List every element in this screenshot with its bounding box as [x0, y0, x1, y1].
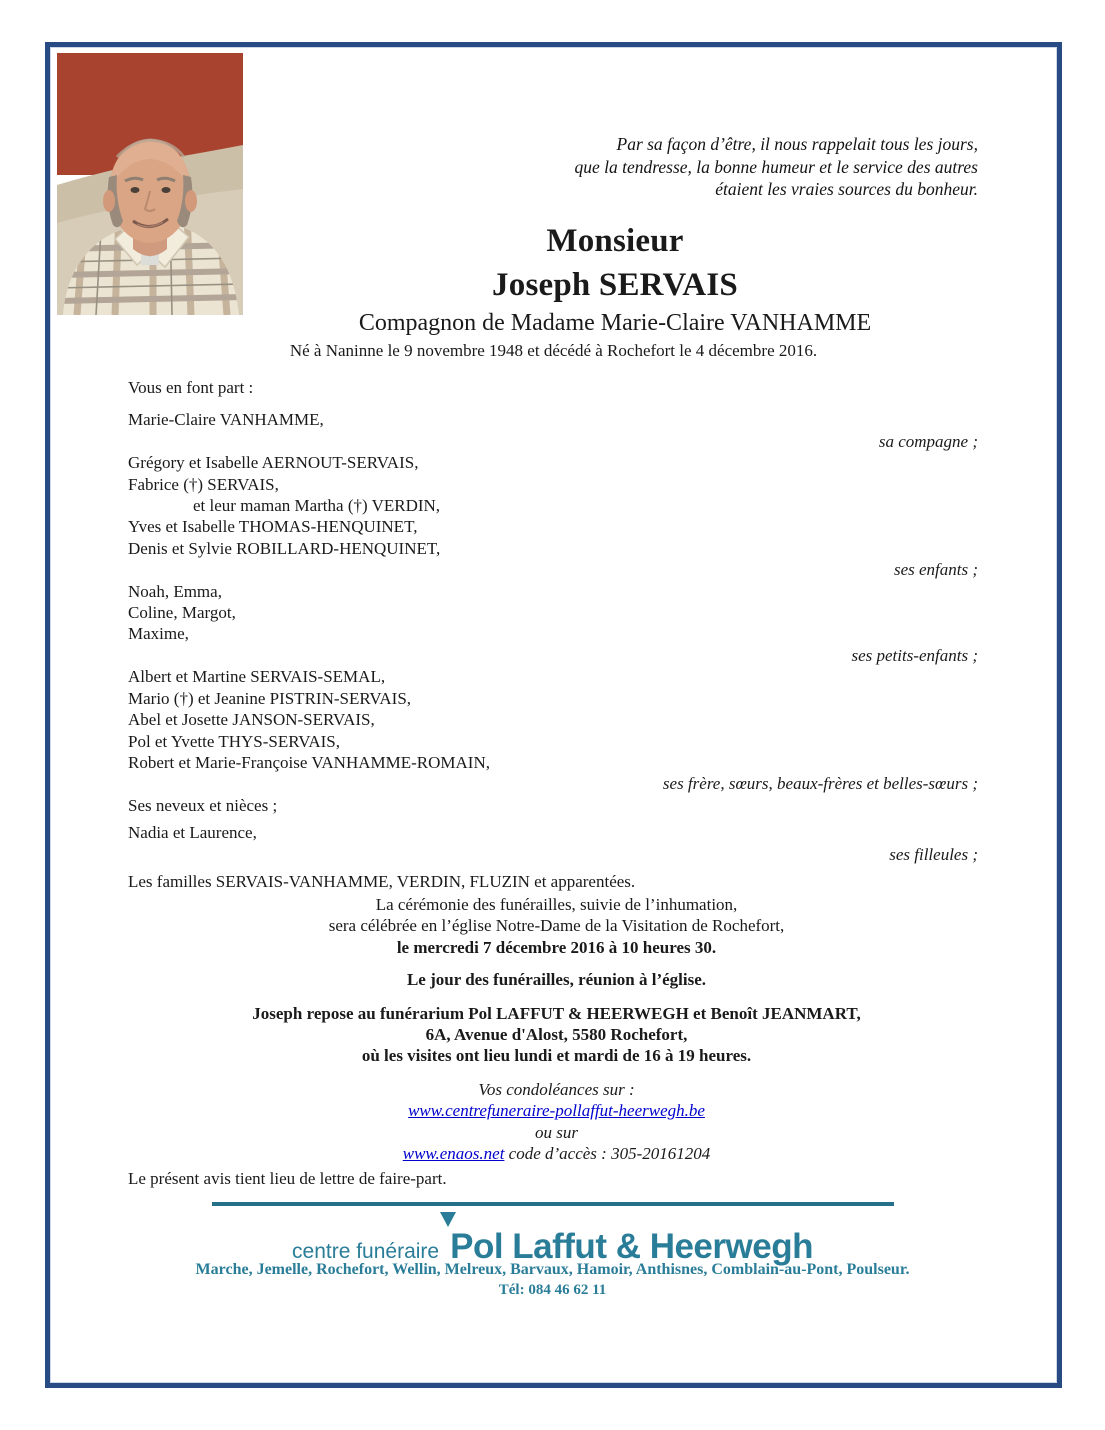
family-member-line: Albert et Martine SERVAIS-SEMAL,: [128, 667, 386, 687]
family-member-line: Ses neveux et nièces ;: [128, 795, 278, 815]
quote-line: que la tendresse, la bonne humeur et le service des autres: [574, 156, 978, 177]
family-member-line: Fabrice (†) SERVAIS,: [128, 474, 279, 494]
family-member-line: Yves et Isabelle THOMAS-HENQUINET,: [128, 517, 418, 537]
repose-visits-line: où les visites ont lieu lundi et mardi de 16 à 19 heures.: [361, 1046, 752, 1066]
relation-label: ses filleules ;: [889, 844, 978, 864]
family-member-line: Mario (†) et Jeanine PISTRIN-SERVAIS,: [128, 688, 412, 708]
triangle-down-icon: [440, 1212, 456, 1227]
closing-notice: Le présent avis tient lieu de lettre de faire-part.: [128, 1169, 447, 1188]
family-member-line: Grégory et Isabelle AERNOUT-SERVAIS,: [128, 453, 419, 473]
family-member-line: et leur maman Martha (†) VERDIN,: [193, 496, 441, 516]
announcement-intro: Vous en font part :: [128, 378, 254, 397]
enaos-website-link[interactable]: www.enaos.net: [402, 1144, 505, 1164]
relation-line: Compagnon de Madame Marie-Claire VANHAMME: [358, 310, 872, 336]
access-code: code d’accès : 305-20161204: [504, 1144, 711, 1164]
condolences-link-line: [128, 1100, 985, 1121]
family-member-line: Marie-Claire VANHAMME,: [128, 410, 324, 430]
footer-divider: [212, 1202, 894, 1206]
life-dates: Né à Naninne le 9 novembre 1948 et décédé à Rochefort le 4 décembre 2016.: [289, 341, 818, 360]
quote-line: étaient les vraies sources du bonheur.: [715, 179, 978, 199]
family-member-line: Nadia et Laurence,: [128, 823, 257, 843]
ceremony-meeting-line: Le jour des funérailles, réunion à l’église.: [406, 970, 707, 990]
family-member-line: Maxime,: [128, 624, 189, 644]
family-announcement: [128, 377, 978, 892]
portrait-photo: [57, 53, 243, 315]
memorial-quote: [300, 133, 978, 201]
relation-label: ses petits-enfants ;: [851, 645, 978, 665]
brand-prefix-label: centre funéraire: [292, 1240, 440, 1263]
condolences-or-line: ou sur: [535, 1122, 578, 1142]
families-line: Les familles SERVAIS-VANHAMME, VERDIN, FLUZIN et apparentées.: [128, 871, 636, 891]
family-member-line: Robert et Marie-Françoise VANHAMME-ROMAIN,: [128, 752, 490, 772]
ceremony-details: [128, 894, 985, 1164]
family-member-line: Denis et Sylvie ROBILLARD-HENQUINET,: [128, 538, 441, 558]
condolences-enaos-line: [128, 1143, 985, 1164]
condolences-intro: Vos condoléances sur :: [478, 1079, 635, 1099]
quote-line: Par sa façon d’être, il nous rappelait tous les jours,: [616, 134, 978, 154]
portrait-photo-graphic: [57, 53, 243, 315]
funeral-home-phone: Tél: 084 46 62 11: [498, 1282, 607, 1298]
funeral-home-cities: Marche, Jemelle, Rochefort, Wellin, Melreux, Barvaux, Hamoir, Anthisnes, Comblain-au-Pont, Poulseur.: [195, 1261, 910, 1278]
deceased-name: Joseph SERVAIS: [492, 267, 738, 303]
repose-address-line: 6A, Avenue d'Alost, 5580 Rochefort,: [425, 1025, 688, 1045]
relation-label: sa compagne ;: [878, 431, 978, 451]
funeral-home-website-link[interactable]: www.centrefuneraire-pollaffut-heerwegh.be: [408, 1101, 705, 1121]
relation-label: ses frère, sœurs, beaux-frères et belles-sœurs ;: [662, 774, 978, 794]
ceremony-date-line: le mercredi 7 décembre 2016 à 10 heures 30.: [396, 937, 717, 957]
family-member-line: Pol et Yvette THYS-SERVAIS,: [128, 731, 340, 751]
salutation: Monsieur: [546, 223, 684, 259]
relation-label: ses enfants ;: [893, 560, 978, 580]
ceremony-line: sera célébrée en l’église Notre-Dame de la Visitation de Rochefort,: [328, 916, 785, 936]
family-member-line: Abel et Josette JANSON-SERVAIS,: [128, 710, 375, 730]
brand-name-label: Pol Laffut & Heerwegh: [450, 1227, 813, 1267]
deceased-title-block: [252, 219, 978, 340]
repose-line: Joseph repose au funérarium Pol LAFFUT & HEERWEGH et Benoît JEANMART,: [252, 1003, 861, 1023]
ceremony-line: La cérémonie des funérailles, suivie de l’inhumation,: [375, 895, 738, 914]
family-member-line: Noah, Emma,: [128, 581, 222, 601]
family-member-line: Coline, Margot,: [128, 603, 236, 623]
